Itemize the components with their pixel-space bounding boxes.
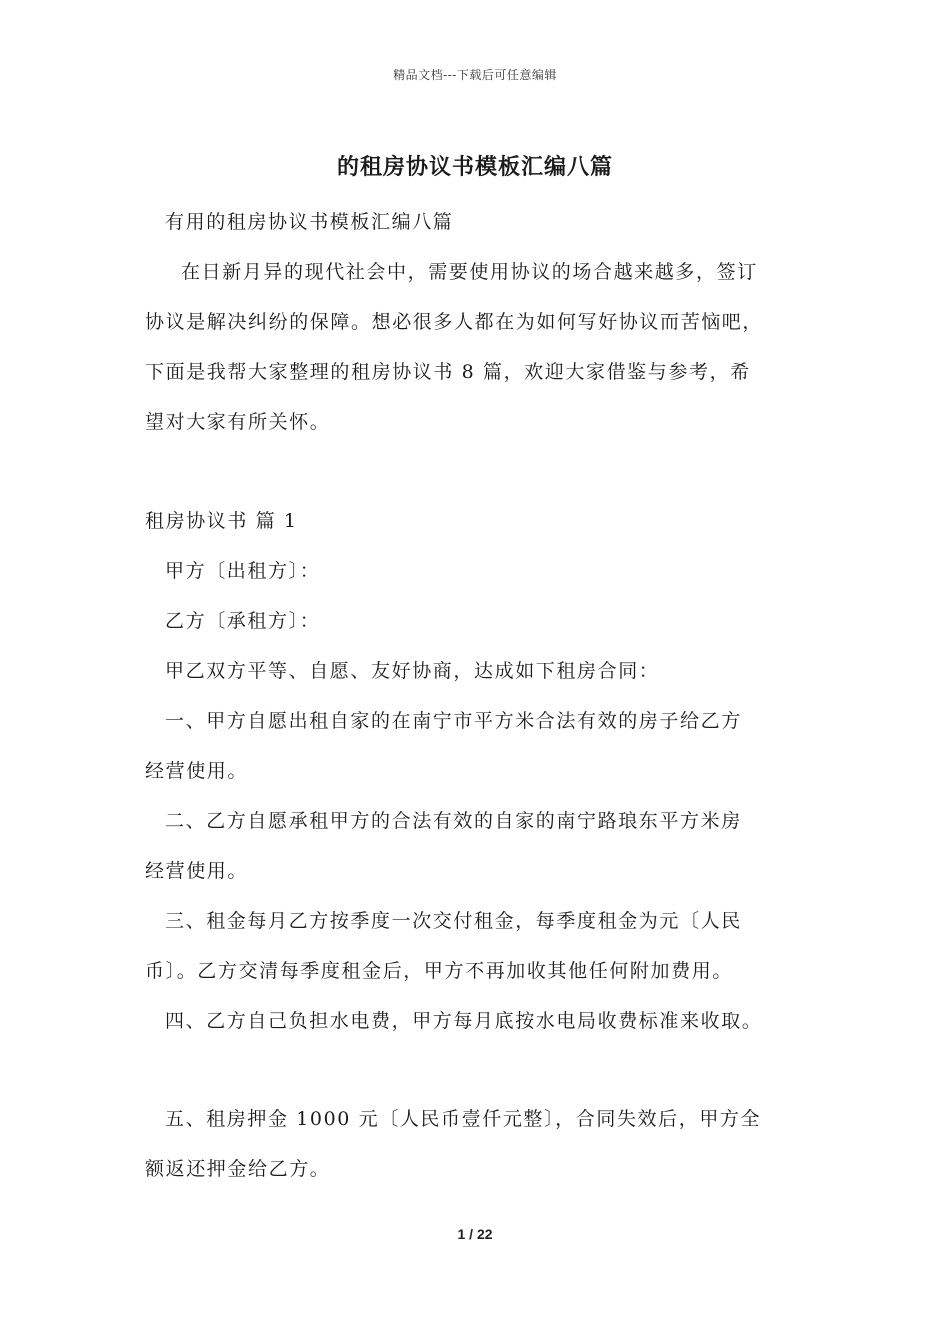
clause-line: 五、租房押金 1000 元〔人民币壹仟元整〕，合同失效后，甲方全 bbox=[165, 1108, 762, 1130]
party-a-line: 甲方〔出租方〕： bbox=[165, 560, 321, 582]
document-title: 的租房协议书模板汇编八篇 bbox=[336, 154, 613, 180]
party-b-line: 乙方〔承租方〕： bbox=[165, 610, 321, 632]
page-number: 1 / 22 bbox=[457, 1226, 493, 1242]
paragraph-line: 在日新月异的现代社会中，需要使用协议的场合越来越多，签订 bbox=[181, 261, 758, 283]
clause-line: 三、租金每月乙方按季度一次交付租金，每季度租金为元〔人民 bbox=[165, 910, 742, 932]
subtitle-line: 有用的租房协议书模板汇编八篇 bbox=[165, 211, 454, 233]
section-heading: 租房协议书 篇 1 bbox=[145, 510, 298, 532]
paragraph-line: 甲乙双方平等、自愿、友好协商，达成如下租房合同： bbox=[165, 660, 660, 682]
clause-line: 二、乙方自愿承租甲方的合法有效的自家的南宁路琅东平方米房 bbox=[165, 810, 742, 832]
paragraph-line: 望对大家有所关怀。 bbox=[145, 411, 331, 433]
clause-line: 经营使用。 bbox=[145, 760, 249, 782]
clause-line: 经营使用。 bbox=[145, 860, 249, 882]
clause-line: 额返还押金给乙方。 bbox=[145, 1158, 331, 1180]
page-header: 精品文档---下载后可任意编辑 bbox=[393, 68, 557, 82]
clause-line: 币〕。乙方交清每季度租金后，甲方不再加收其他任何附加费用。 bbox=[145, 960, 733, 982]
paragraph-line: 下面是我帮大家整理的租房协议书 8 篇，欢迎大家借鉴与参考，希 bbox=[145, 361, 751, 383]
paragraph-line: 协议是解决纠纷的保障。想必很多人都在为如何写好协议而苦恼吧， bbox=[145, 311, 764, 333]
clause-line: 四、乙方自己负担水电费，甲方每月底按水电局收费标准来收取。 bbox=[165, 1010, 763, 1032]
clause-line: 一、甲方自愿出租自家的在南宁市平方米合法有效的房子给乙方 bbox=[165, 710, 742, 732]
